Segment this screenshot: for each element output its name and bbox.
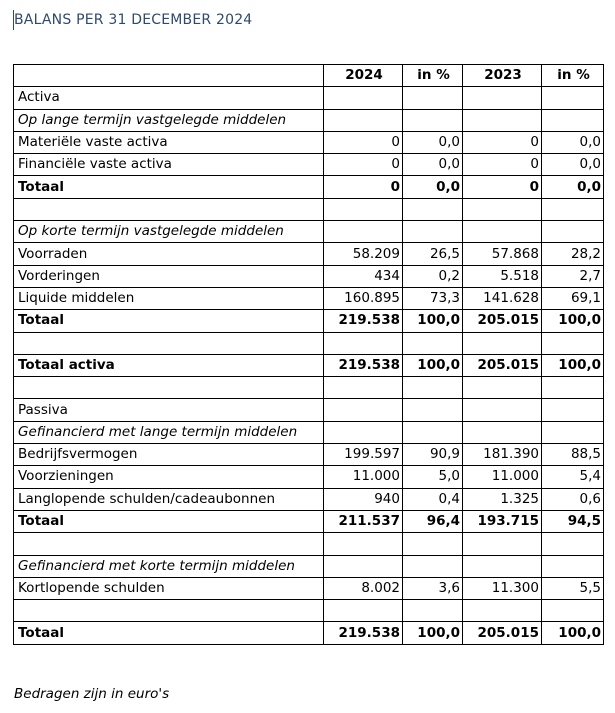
value-2024: 211.537 (324, 510, 403, 532)
percent-2024 (403, 377, 463, 399)
value-2024 (324, 600, 403, 622)
value-2023: 5.518 (463, 265, 542, 287)
table-row (14, 421, 604, 443)
percent-2023: 69,1 (542, 287, 604, 309)
value-2023 (463, 600, 542, 622)
value-2023 (463, 109, 542, 131)
balance-sheet-table (13, 64, 604, 645)
header-label (14, 65, 324, 87)
table-row (14, 622, 604, 644)
percent-2023 (542, 332, 604, 354)
footnote: Bedragen zijn in euro's (14, 686, 170, 702)
table-row (14, 354, 604, 376)
percent-2023 (542, 600, 604, 622)
percent-2024 (403, 198, 463, 220)
value-2023: 0 (463, 176, 542, 198)
percent-2023 (542, 555, 604, 577)
table-row (14, 510, 604, 532)
table-row (14, 399, 604, 421)
value-2023 (463, 332, 542, 354)
percent-2024 (403, 87, 463, 109)
value-2024 (324, 221, 403, 243)
row-label: Totaal (14, 176, 324, 198)
percent-2024: 96,4 (403, 510, 463, 532)
value-2023 (463, 555, 542, 577)
value-2024 (324, 421, 403, 443)
percent-2023 (542, 421, 604, 443)
percent-2023: 28,2 (542, 243, 604, 265)
row-label: Gefinancierd met lange termijn middelen (14, 421, 324, 443)
row-label: Totaal (14, 510, 324, 532)
value-2023 (463, 198, 542, 220)
percent-2023: 0,0 (542, 131, 604, 153)
value-2024: 160.895 (324, 287, 403, 309)
value-2024: 58.209 (324, 243, 403, 265)
percent-2023 (542, 399, 604, 421)
percent-2024 (403, 421, 463, 443)
percent-2024: 90,9 (403, 444, 463, 466)
percent-2023 (542, 221, 604, 243)
percent-2023: 0,6 (542, 488, 604, 510)
header-pct-2024: in % (403, 65, 463, 87)
table-row (14, 287, 604, 309)
header-2024: 2024 (324, 65, 403, 87)
percent-2023: 5,5 (542, 577, 604, 599)
value-2023 (463, 87, 542, 109)
percent-2023 (542, 109, 604, 131)
value-2023 (463, 399, 542, 421)
value-2023 (463, 533, 542, 555)
percent-2023: 94,5 (542, 510, 604, 532)
table-row (14, 488, 604, 510)
header-pct-2023: in % (542, 65, 604, 87)
percent-2024: 0,0 (403, 131, 463, 153)
row-label: Langlopende schulden/cadeaubonnen (14, 488, 324, 510)
value-2024: 8.002 (324, 577, 403, 599)
row-label (14, 600, 324, 622)
value-2024: 940 (324, 488, 403, 510)
row-label: Liquide middelen (14, 287, 324, 309)
row-label: Totaal activa (14, 354, 324, 376)
table-row (14, 176, 604, 198)
percent-2024: 100,0 (403, 622, 463, 644)
header-2023: 2023 (463, 65, 542, 87)
value-2023: 0 (463, 154, 542, 176)
table-row (14, 221, 604, 243)
value-2024 (324, 555, 403, 577)
value-2023: 205.015 (463, 310, 542, 332)
value-2024: 219.538 (324, 622, 403, 644)
value-2024 (324, 533, 403, 555)
value-2023 (463, 421, 542, 443)
row-label (14, 533, 324, 555)
table-row (14, 600, 604, 622)
value-2023 (463, 221, 542, 243)
percent-2024: 73,3 (403, 287, 463, 309)
percent-2024 (403, 555, 463, 577)
row-label: Passiva (14, 399, 324, 421)
table-row (14, 109, 604, 131)
percent-2023 (542, 198, 604, 220)
table-row (14, 444, 604, 466)
value-2023: 181.390 (463, 444, 542, 466)
value-2023: 11.300 (463, 577, 542, 599)
value-2023: 193.715 (463, 510, 542, 532)
value-2024: 219.538 (324, 310, 403, 332)
table-row (14, 198, 604, 220)
percent-2024: 0,0 (403, 154, 463, 176)
value-2023: 11.000 (463, 466, 542, 488)
percent-2024 (403, 533, 463, 555)
row-label: Gefinancierd met korte termijn middelen (14, 555, 324, 577)
row-label: Voorraden (14, 243, 324, 265)
value-2024: 0 (324, 176, 403, 198)
value-2024 (324, 332, 403, 354)
value-2024: 0 (324, 154, 403, 176)
row-label: Bedrijfsvermogen (14, 444, 324, 466)
value-2024 (324, 109, 403, 131)
percent-2023: 5,4 (542, 466, 604, 488)
value-2023: 205.015 (463, 354, 542, 376)
table-row (14, 310, 604, 332)
table-row (14, 265, 604, 287)
row-label: Totaal (14, 622, 324, 644)
value-2023: 141.628 (463, 287, 542, 309)
percent-2024: 0,0 (403, 176, 463, 198)
table-body (14, 87, 604, 644)
table-row (14, 154, 604, 176)
table-row (14, 466, 604, 488)
row-label (14, 332, 324, 354)
value-2023: 205.015 (463, 622, 542, 644)
row-label: Totaal (14, 310, 324, 332)
percent-2024: 5,0 (403, 466, 463, 488)
value-2023: 1.325 (463, 488, 542, 510)
row-label: Financiële vaste activa (14, 154, 324, 176)
table-row (14, 555, 604, 577)
row-label: Vorderingen (14, 265, 324, 287)
row-label: Kortlopende schulden (14, 577, 324, 599)
value-2023 (463, 377, 542, 399)
row-label (14, 198, 324, 220)
table-row (14, 243, 604, 265)
row-label: Materiële vaste activa (14, 131, 324, 153)
percent-2024: 0,2 (403, 265, 463, 287)
value-2024 (324, 399, 403, 421)
percent-2023 (542, 533, 604, 555)
percent-2024 (403, 221, 463, 243)
value-2023: 0 (463, 131, 542, 153)
percent-2023: 88,5 (542, 444, 604, 466)
table-row (14, 131, 604, 153)
percent-2024 (403, 399, 463, 421)
value-2024 (324, 87, 403, 109)
percent-2024: 100,0 (403, 310, 463, 332)
value-2024: 0 (324, 131, 403, 153)
row-label: Op korte termijn vastgelegde middelen (14, 221, 324, 243)
table-row (14, 577, 604, 599)
page-title: BALANS PER 31 DECEMBER 2024 (14, 12, 253, 28)
percent-2024: 100,0 (403, 354, 463, 376)
table-row (14, 377, 604, 399)
percent-2024: 3,6 (403, 577, 463, 599)
percent-2024 (403, 600, 463, 622)
percent-2023: 2,7 (542, 265, 604, 287)
percent-2023: 100,0 (542, 310, 604, 332)
percent-2024 (403, 332, 463, 354)
percent-2023 (542, 377, 604, 399)
percent-2024 (403, 109, 463, 131)
table-header-row (14, 65, 604, 87)
percent-2024: 26,5 (403, 243, 463, 265)
value-2024: 219.538 (324, 354, 403, 376)
row-label: Op lange termijn vastgelegde middelen (14, 109, 324, 131)
row-label: Voorzieningen (14, 466, 324, 488)
table-row (14, 87, 604, 109)
percent-2024: 0,4 (403, 488, 463, 510)
percent-2023 (542, 87, 604, 109)
value-2024: 434 (324, 265, 403, 287)
value-2024 (324, 377, 403, 399)
value-2024 (324, 198, 403, 220)
value-2023: 57.868 (463, 243, 542, 265)
percent-2023: 100,0 (542, 622, 604, 644)
value-2024: 11.000 (324, 466, 403, 488)
value-2024: 199.597 (324, 444, 403, 466)
percent-2023: 0,0 (542, 176, 604, 198)
row-label: Activa (14, 87, 324, 109)
row-label (14, 377, 324, 399)
percent-2023: 0,0 (542, 154, 604, 176)
table-row (14, 332, 604, 354)
table-row (14, 533, 604, 555)
percent-2023: 100,0 (542, 354, 604, 376)
